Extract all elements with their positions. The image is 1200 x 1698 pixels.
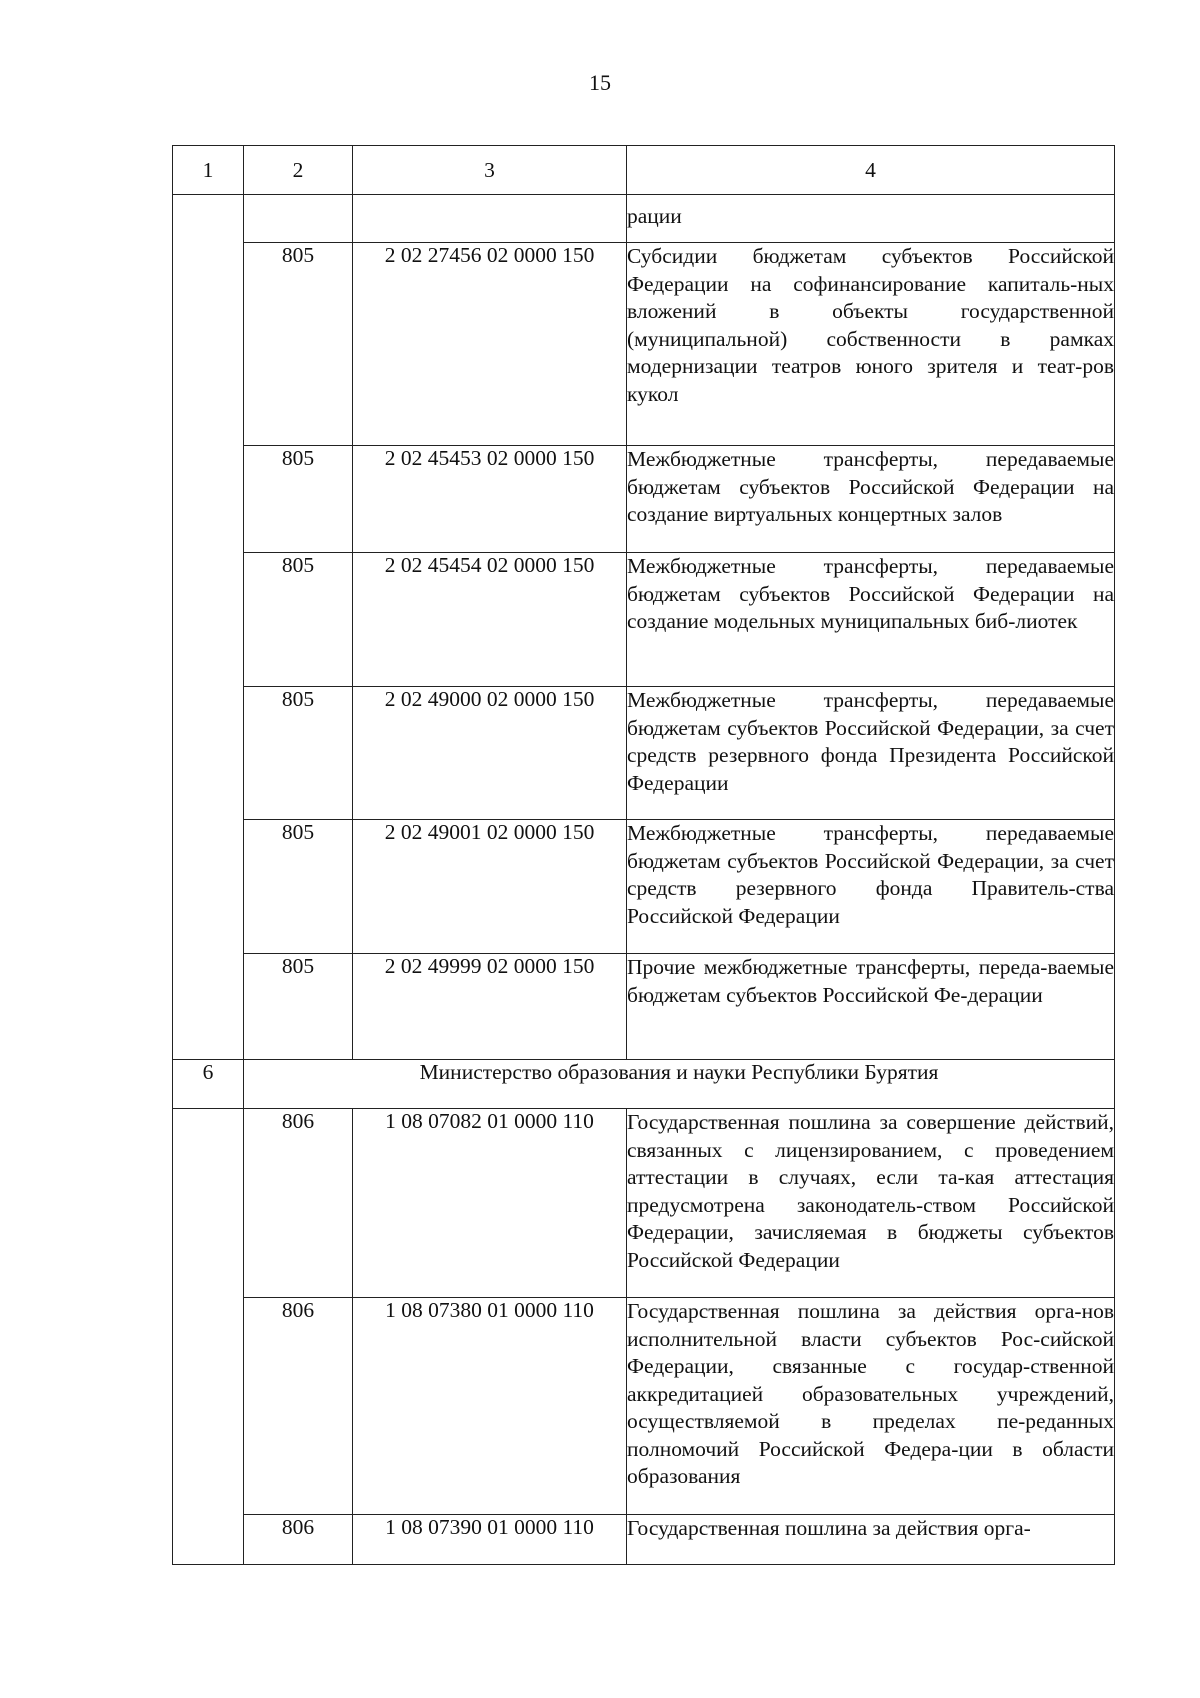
section-number-cell [173, 1109, 244, 1565]
description-cell: Государственная пошлина за совершение действий, связанных с лицензированием, с проведением аттестации в случаях, если та-кая аттестация предусмотрена законодатель-ством Российской Федерации, зачисляемая в бюджеты субъектов Российской Федерации [627, 1109, 1115, 1298]
description-cell: Государственная пошлина за действия орга-нов исполнительной власти субъектов Рос-сийской Федерации, связанные с государ-ственной аккредитацией образовательных учреждений, осуществляемой в пределах пе-реданных полномочий Российской Федера-ции в области образования [627, 1298, 1115, 1515]
description-cell: Межбюджетные трансферты, передаваемые бюджетам субъектов Российской Федерации, за счет средств резервного фонда Президента Российской Федерации [627, 687, 1115, 820]
description-cell: Субсидии бюджетам субъектов Российской Федерации на софинансирование капиталь-ных вложений в объекты государственной (муниципальной) собственности в рамках модернизации театров юного зрителя и теат-ров кукол [627, 243, 1115, 446]
header-cell: 4 [627, 146, 1115, 195]
description-cell: Межбюджетные трансферты, передаваемые бюджетам субъектов Российской Федерации на создание виртуальных концертных залов [627, 446, 1115, 553]
description-cell: Межбюджетные трансферты, передаваемые бюджетам субъектов Российской Федерации, за счет средств резервного фонда Правитель-ства Российской Федерации [627, 820, 1115, 954]
table-row [173, 687, 1115, 820]
section-row [173, 1060, 1115, 1109]
table-row [173, 195, 1115, 243]
description-cell: Прочие межбюджетные трансферты, переда-ваемые бюджетам субъектов Российской Фе-дерации [627, 954, 1115, 1060]
revenue-code-cell: 2 02 49999 02 0000 150 [353, 954, 627, 1060]
page-number: 15 [589, 70, 611, 95]
revenue-code-cell: 2 02 49001 02 0000 150 [353, 820, 627, 954]
description-cell: Государственная пошлина за действия орга- [627, 1515, 1115, 1565]
table-row [173, 446, 1115, 553]
budget-codes-table [172, 145, 1115, 1565]
revenue-code-cell: 2 02 45454 02 0000 150 [353, 553, 627, 687]
header-cell: 2 [244, 146, 353, 195]
revenue-code-cell: 2 02 45453 02 0000 150 [353, 446, 627, 553]
admin-code-cell: 805 [244, 954, 353, 1060]
revenue-code-cell [353, 195, 627, 243]
admin-code-cell: 806 [244, 1109, 353, 1298]
revenue-code-cell: 1 08 07082 01 0000 110 [353, 1109, 627, 1298]
admin-code-cell: 806 [244, 1515, 353, 1565]
admin-code-cell: 806 [244, 1298, 353, 1515]
table-row [173, 954, 1115, 1060]
admin-code-cell: 805 [244, 553, 353, 687]
table-row [173, 243, 1115, 446]
section-number-cell [173, 195, 244, 1060]
table-row [173, 1109, 1115, 1298]
header-cell: 3 [353, 146, 627, 195]
revenue-code-cell: 1 08 07380 01 0000 110 [353, 1298, 627, 1515]
description-cell: рации [627, 195, 1115, 243]
section-title: Министерство образования и науки Республики Бурятия [244, 1060, 1115, 1109]
admin-code-cell [244, 195, 353, 243]
table-row [173, 553, 1115, 687]
admin-code-cell: 805 [244, 446, 353, 553]
table-row [173, 820, 1115, 954]
revenue-code-cell: 1 08 07390 01 0000 110 [353, 1515, 627, 1565]
admin-code-cell: 805 [244, 243, 353, 446]
admin-code-cell: 805 [244, 820, 353, 954]
section-number: 6 [173, 1060, 244, 1109]
revenue-code-cell: 2 02 27456 02 0000 150 [353, 243, 627, 446]
header-cell: 1 [173, 146, 244, 195]
table-header-row [173, 146, 1115, 195]
table-row [173, 1298, 1115, 1515]
table-row [173, 1515, 1115, 1565]
admin-code-cell: 805 [244, 687, 353, 820]
revenue-code-cell: 2 02 49000 02 0000 150 [353, 687, 627, 820]
description-cell: Межбюджетные трансферты, передаваемые бюджетам субъектов Российской Федерации на создание модельных муниципальных биб-лиотек [627, 553, 1115, 687]
